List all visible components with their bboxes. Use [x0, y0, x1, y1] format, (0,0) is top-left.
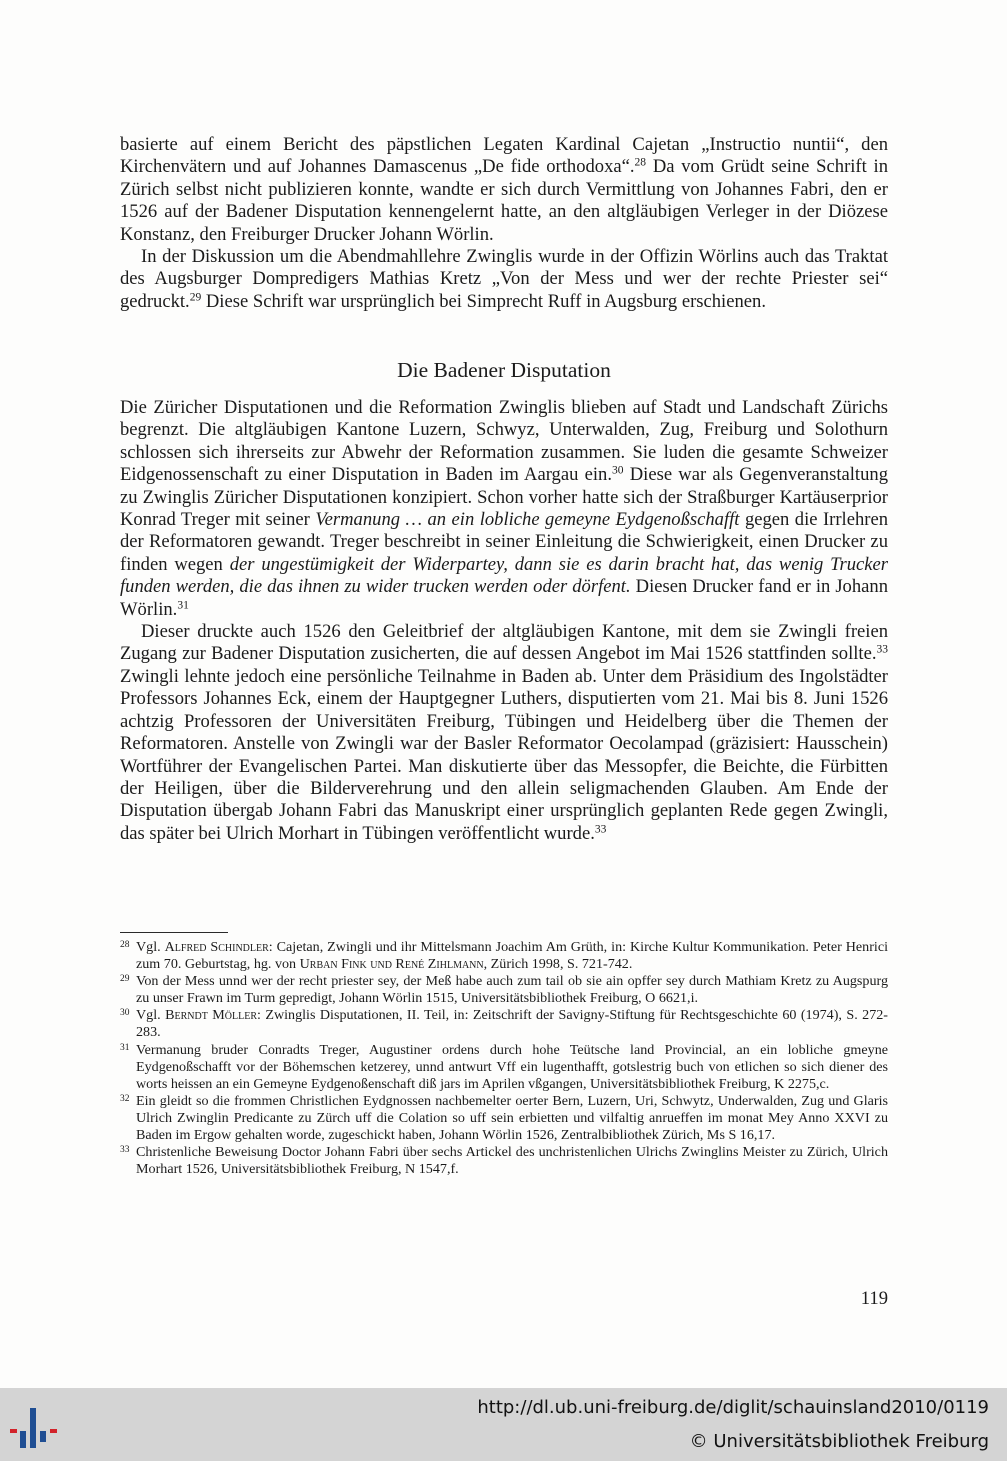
footnote-32: [120, 1093, 888, 1144]
body-text-upper: [120, 134, 888, 313]
paragraph-text: Diese war als Gegenveranstaltung zu Zwinglis Züricher Disputationen konzipiert. Schon vorher hatte sich der Straßburger Kartäuserprior Konrad Treger mit seiner: [120, 464, 888, 531]
footnote-number: 28: [120, 940, 130, 950]
author-name: Berndt Möller: [165, 1007, 257, 1024]
footnote-text: Von der Mess unnd wer der recht priester sey, der Meß habe auch zum tail ob sie ain opffer sey durch Mathiam Kretz zu Augspurg zu unser Frawn im Turm gepredigt, Johann Wörlin 1515, Universitätsbibliothek Freiburg, O 6621,i.: [136, 973, 888, 1007]
footnote-30: [120, 1007, 888, 1041]
footnote-ref-28[interactable]: 28: [634, 157, 647, 170]
paragraph-text: Die Züricher Disputationen und die Reformation Zwinglis blieben auf Stadt und Landschaft Zürichs begrenzt. Die altgläubigen Kantone Luzern, Schwyz, Unterwalden, Zug, Freiburg und Solothurn schlossen sich ihrerseits zur Abwehr der Reformation zusammen. Sie luden die gesamte Schweizer Eidgenossenschaft zu einer Disputation in Baden im Aargau ein.: [120, 397, 888, 486]
footnote-text: : Zwinglis Disputationen, II. Teil, in: Zeitschrift der Savigny-Stiftung für Rechtsgeschichte 60 (1974), S. 272-283.: [136, 1007, 888, 1041]
footnote-text: Vgl.: [136, 939, 165, 955]
paragraph: [120, 397, 888, 621]
footnote-number: 30: [120, 1008, 130, 1019]
copyright-notice: © Universitätsbibliothek Freiburg: [689, 1431, 989, 1452]
footnote-number: 33: [120, 1145, 130, 1156]
footnote-31: [120, 1042, 888, 1093]
footnote-ref-29[interactable]: 29: [189, 291, 202, 304]
footnote-text: Ein gleidt so die frommen Christlichen Eydgnossen nachbemelter oerter Bern, Luzern, Uri, Schwytz, Underwalden, Zug und Glaris Ulrich Zwinglin Predicante zu Zürch uff die Colation so uff sein erbietten und vilfaltig anrueffen im monat Mey Anno XXVI zu Baden im Ergow gehalten worde, zugeschickt haben, Johann Wörlin 1526, Zentralbibliothek Zürich, Ms S 16,17.: [136, 1092, 888, 1144]
permalink-url[interactable]: http://dl.ub.uni-freiburg.de/diglit/schauinsland2010/0119: [477, 1397, 989, 1418]
paragraph-text: Zwingli lehnte jedoch eine persönliche Teilnahme in Baden ab. Unter dem Präsidium des Ingolstädter Professors Johannes Eck, einem der Hauptgegner Luthers, disputierten vom 21. Mai bis 8. Juni 1526 achtzig Professoren der Universitäten Freiburg, Tübingen und Heidelberg über die Themen der Reformatoren. Anstelle von Zwingli war der Basler Reformator Oecolampad (gräzisiert: Hausschein) Wortführer der Evangelischen Partei. Man diskutierte über das Messopfer, die Beichte, die Fürbitten der Heiligen, über die Bilderverehrung und den allein seligmachenden Glauben. Am Ende der Disputation übergab Johann Fabri das Manuskript einer ursprünglich geplanten Rede gegen Zwingli, das später bei Ulrich Morhart in Tübingen veröffentlicht wurde.: [120, 665, 888, 844]
footnotes: [120, 939, 888, 1178]
paragraph: [120, 134, 888, 246]
paragraph: [120, 246, 888, 313]
paragraph-text: Diese Schrift war ursprünglich bei Simprecht Ruff in Augsburg erschienen.: [201, 290, 766, 312]
footnote-33: [120, 1144, 888, 1178]
italic-quote: der ungestümigkeit der Widerpartey, dann sie es darin bracht hat, das wenig Trucker funden werden, die das ihnen zu wider trucken werden oder dörfent.: [120, 553, 889, 598]
italic-quote: Vermanung … an ein lobliche gemeyne Eydgenoßschafft: [315, 509, 740, 531]
paragraph: [120, 621, 888, 845]
paragraph-text: Da vom Grüdt seine Schrift in Zürich selbst nicht publizieren konnte, wandte er sich durch Vermittlung von Johannes Fabri, den er 1526 auf der Badener Disputation kennengelernt hatte, an den altgläubigen Verleger in der Diözese Konstanz, den Freiburger Drucker Johann Wörlin.: [120, 156, 888, 245]
footnote-number: 31: [120, 1042, 130, 1053]
ub-freiburg-logo-icon: [10, 1400, 64, 1450]
footnote-separator: [120, 932, 228, 933]
paragraph-text: basierte auf einem Bericht des päpstlichen Legaten Kardinal Cajetan „Instructio nuntii“, den Kirchenvätern und auf Johannes Damascenus „De fide orthodoxa“.: [120, 134, 888, 178]
viewer-footer: [0, 1388, 1007, 1461]
paragraph-text: Diesen Drucker fand er in Johann Wörlin.: [120, 576, 888, 620]
footnote-number: 29: [120, 974, 130, 985]
author-name: Alfred Schindler: [164, 939, 269, 955]
author-name: Urban Fink und René Zihlmann: [299, 956, 484, 973]
page-number: 119: [860, 1288, 888, 1309]
footnote-number: 32: [120, 1093, 130, 1104]
footnote-text: : Cajetan, Zwingli und ihr Mittelsmann Joachim Am Grüth, in: Kirche Kultur Kommunikation. Peter Henrici zum 70. Geburtstag, hg. von: [136, 939, 889, 973]
footnote-ref-30[interactable]: 30: [612, 464, 624, 477]
footnote-ref-33[interactable]: 33: [594, 823, 607, 836]
footnote-28: [120, 939, 888, 973]
footnote-29: [120, 973, 888, 1007]
footnote-ref-31[interactable]: 31: [177, 599, 189, 612]
footnote-text: Vermanung bruder Conradts Treger, Augustiner ordens durch hohe Teütsche land Provincial, an ein lobliche gmeyne Eydgenoßschafft vor der Böhemschen ketzerey, unnd antwurt Vff ein lugenthafft, gotslestrig buch von etlichen so sich diener des worts heissen an ein Gemeyne Eydgenoßenschaft diß jars im Aprilen vßgangen, Universitätsbibliothek Freiburg, K 2275,c.: [136, 1041, 888, 1092]
footnote-text: Vgl.: [136, 1007, 166, 1024]
paragraph-text: Dieser druckte auch 1526 den Geleitbrief der altgläubigen Kantone, mit dem sie Zwingli freien Zugang zur Badener Disputation zusicherten, die auf dessen Angebot im Mai 1526 stattfinden sollte.: [120, 621, 888, 665]
footnote-text: , Zürich 1998, S. 721-742.: [483, 956, 633, 973]
paragraph-text: gegen die Irrlehren der Reformatoren gewandt. Treger beschreibt in seiner Einleitung die Schwierigkeit, einen Drucker zu finden wegen: [120, 509, 888, 575]
section-heading: Die Badener Disputation: [397, 358, 611, 382]
body-text-lower: [120, 397, 888, 845]
paragraph-text: In der Diskussion um die Abendmahllehre Zwinglis wurde in der Offizin Wörlins auch das Traktat des Augsburger Dompredigers Mathias Kretz „Von der Mess und wer der rechte Priester sei“ gedruckt.: [120, 246, 888, 312]
footnote-text: Christenliche Beweisung Doctor Johann Fabri über sechs Artickel des unchristenlichen Ulrichs Zwinglins Meister zu Zürich, Ulrich Morhart 1526, Universitätsbibliothek Freiburg, N 1547,f.: [136, 1144, 888, 1178]
footnote-ref-32[interactable]: 33: [876, 644, 888, 657]
